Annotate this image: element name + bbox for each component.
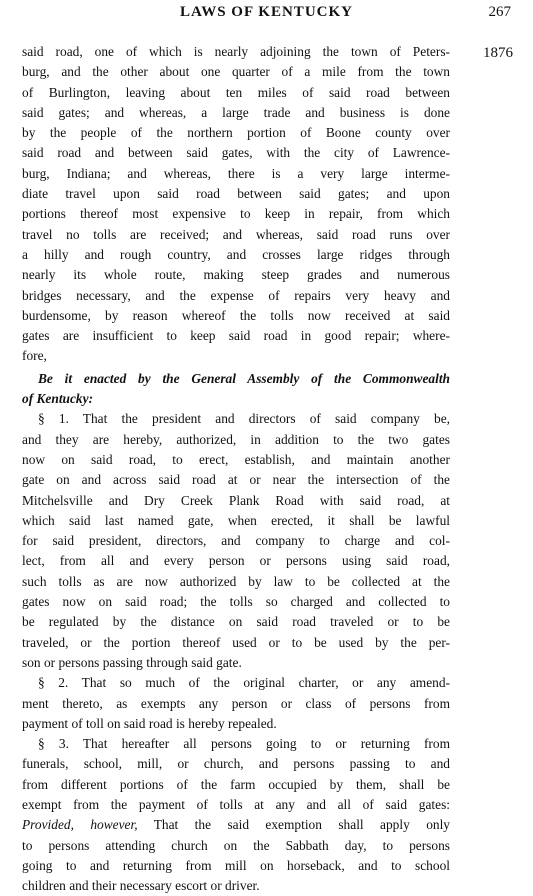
text-line: exempt from the payment of tolls at any and all of said gates: bbox=[22, 796, 450, 812]
text-line: gates are insufficient to keep said road in good repair; where- bbox=[22, 328, 450, 344]
text-line: § 1. That the president and directors of said company be, bbox=[38, 411, 450, 427]
text-line: be regulated by the distance on said road traveled or to be bbox=[22, 614, 450, 630]
text-line: lect, from all and every person or persons using said road, bbox=[22, 553, 450, 569]
text-line: by the people of the northern portion of Boone county over bbox=[22, 125, 450, 141]
text-line: said gates; and whereas, a large trade and business is done bbox=[22, 104, 450, 120]
body-text bbox=[22, 42, 450, 896]
text-line: gates now on said road; the tolls so charged and collected to bbox=[22, 594, 450, 610]
text-line: travel no tolls are received; and whereas, said road runs over bbox=[22, 226, 450, 242]
text-line: burg, and the other about one quarter of a mile from the town bbox=[22, 64, 450, 80]
text-line: burdensome, by reason whereof the tolls now received at said bbox=[22, 307, 450, 323]
text-line: to persons attending church on the Sabbath day, to persons bbox=[22, 837, 450, 853]
text-line: children and their necessary escort or driver. bbox=[22, 878, 260, 894]
text-line: of Burlington, leaving about ten miles of said road between bbox=[22, 84, 450, 100]
text-line: payment of toll on said road is hereby repealed. bbox=[22, 715, 277, 731]
text-line: § 3. That hereafter all persons going to or returning from bbox=[38, 736, 450, 752]
text-line: nearly its whole route, making steep grades and numerous bbox=[22, 267, 450, 283]
text-line: for said president, directors, and company to charge and col- bbox=[22, 533, 450, 549]
margin-year-note: 1876 bbox=[483, 45, 513, 61]
text-line: funerals, school, mill, or church, and persons passing to and bbox=[22, 756, 450, 772]
text-line: traveled, or the portion thereof used or to be used by the per- bbox=[22, 634, 450, 650]
text-line: now on said road, to erect, establish, and maintain another bbox=[22, 451, 450, 467]
text-line: from different portions of the farm occupied by them, shall be bbox=[22, 776, 450, 792]
text-line: a hilly and rough country, and crosses large ridges through bbox=[22, 246, 450, 262]
running-header-title: LAWS OF KENTUCKY bbox=[180, 4, 353, 20]
text-line: son or persons passing through said gate. bbox=[22, 654, 242, 670]
text-line: portions thereof most expensive to keep in repair, from which bbox=[22, 206, 450, 222]
text-line bbox=[22, 815, 450, 835]
text-line: Be it enacted by the General Assembly of the Commonwealth bbox=[38, 370, 450, 386]
text-line: of Kentucky: bbox=[22, 391, 94, 407]
text-line: such tolls as are now authorized by law to be collected at the bbox=[22, 573, 450, 589]
text-line: said road, one of which is nearly adjoining the town of Peters- bbox=[22, 44, 450, 59]
proviso-text: That the said exemption shall apply only bbox=[137, 817, 451, 833]
text-line: going to and returning from mill on horseback, and to school bbox=[22, 857, 450, 873]
text-line: gate on and across said road at or near the intersection of the bbox=[22, 472, 450, 488]
text-line: bridges necessary, and the expense of repairs very heavy and bbox=[22, 287, 450, 303]
text-line: which said last named gate, when erected, it shall be lawful bbox=[22, 512, 450, 528]
text-line: ment thereto, as exempts any person or class of persons from bbox=[22, 695, 450, 711]
text-line: burg, Indiana; and whereas, there is a very large interme- bbox=[22, 165, 450, 181]
text-line: said road and between said gates, with the city of Lawrence- bbox=[22, 145, 450, 161]
text-line: Mitchelsville and Dry Creek Plank Road with said road, at bbox=[22, 492, 450, 508]
text-line: diate travel upon said road between said gates; and upon bbox=[22, 186, 450, 202]
text-line: § 2. That so much of the original charter, or any amend- bbox=[38, 675, 450, 691]
text-line: and they are hereby, authorized, in addition to the two gates bbox=[22, 431, 450, 447]
page-number: 267 bbox=[488, 4, 511, 20]
text-line: fore, bbox=[22, 348, 47, 364]
proviso-italic: Provided, however, bbox=[22, 817, 138, 833]
